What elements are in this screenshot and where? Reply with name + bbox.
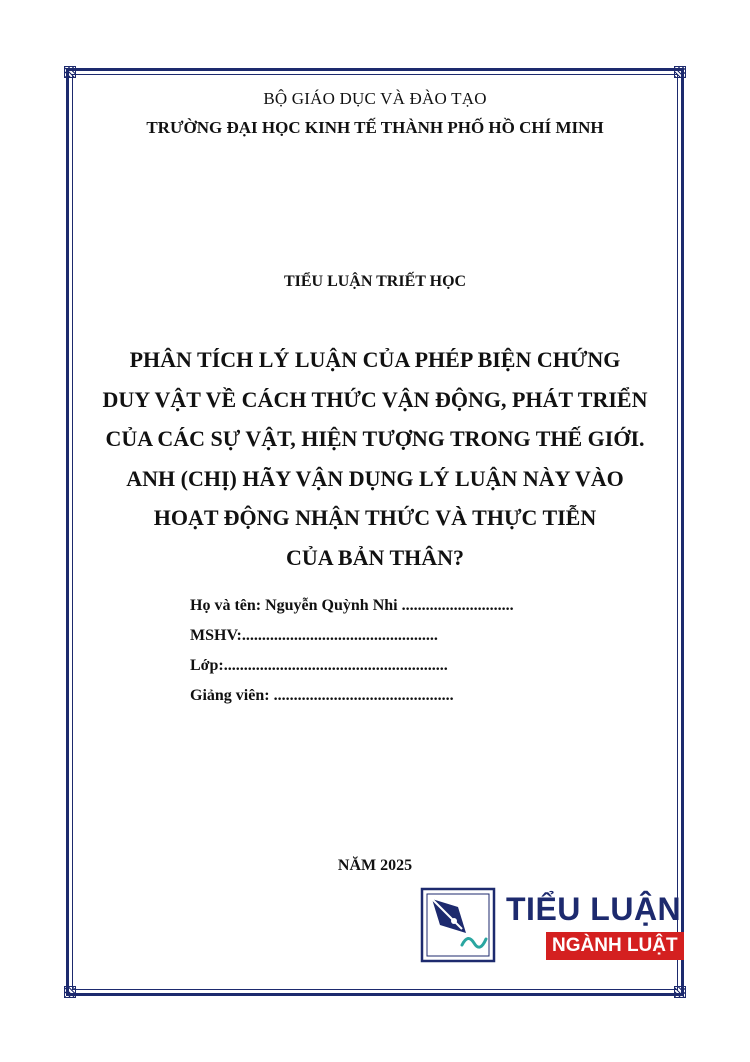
title-line: CỦA BẢN THÂN? [285, 544, 465, 570]
logo-text-secondary: NGÀNH LUẬT [546, 932, 684, 960]
year-label: NĂM 2025 [337, 857, 413, 874]
border-corner-ornament [674, 66, 686, 78]
pen-nib-icon [418, 885, 498, 965]
title-line: ANH (CHỊ) HÃY VẬN DỤNG LÝ LUẬN NÀY VÀO [126, 465, 624, 491]
title-line: HOẠT ĐỘNG NHẬN THỨC VÀ THỰC TIỄN [153, 505, 597, 530]
title-line: CỦA CÁC SỰ VẬT, HIỆN TƯỢNG TRONG THẾ GIỚI. [105, 426, 645, 451]
lecturer-line: Giảng viên: ............................................. [190, 687, 454, 704]
document-type: TIỂU LUẬN TRIẾT HỌC [283, 273, 467, 290]
tieu-luan-logo [418, 885, 682, 970]
border-corner-ornament [674, 986, 686, 998]
title-line: DUY VẬT VỀ CÁCH THỨC VẬN ĐỘNG, PHÁT TRIỂN [102, 386, 648, 412]
border-corner-ornament [64, 66, 76, 78]
student-info [190, 591, 550, 711]
university-name: TRƯỜNG ĐẠI HỌC KINH TẾ THÀNH PHỐ HỒ CHÍ MINH [146, 118, 604, 137]
student-name-line: Họ và tên: Nguyễn Quỳnh Nhi ............................ [190, 597, 514, 614]
border-corner-ornament [64, 986, 76, 998]
student-id-line: MSHV:................................................. [190, 627, 438, 644]
logo-text-primary: TIỂU LUẬN [506, 891, 682, 927]
title-line: PHÂN TÍCH LÝ LUẬN CỦA PHÉP BIỆN CHỨNG [129, 347, 621, 372]
ministry-name: BỘ GIÁO DỤC VÀ ĐÀO TẠO [263, 89, 487, 108]
class-line: Lớp:........................................................ [190, 657, 448, 674]
essay-title [90, 340, 660, 577]
